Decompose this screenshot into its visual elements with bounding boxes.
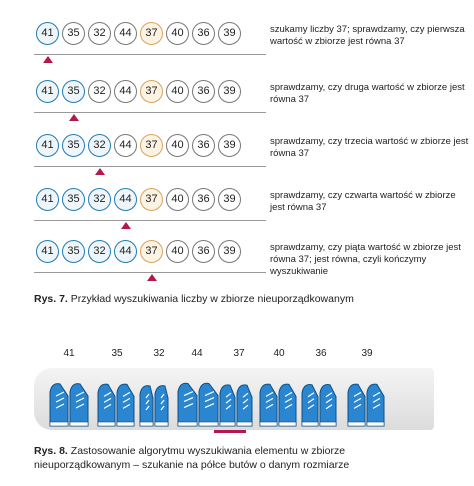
value-sequence bbox=[34, 80, 266, 108]
current-position-pointer bbox=[43, 56, 53, 63]
current-position-pointer bbox=[95, 168, 105, 175]
value-circle: 35 bbox=[62, 22, 85, 45]
figure-8-label: Rys. 8. bbox=[34, 445, 68, 457]
value-circle: 40 bbox=[166, 188, 189, 211]
shoe-size-label: 35 bbox=[111, 348, 123, 359]
value-circle: 40 bbox=[166, 80, 189, 103]
current-position-pointer bbox=[147, 274, 157, 281]
value-circle: 32 bbox=[88, 134, 111, 157]
shoe-pair bbox=[140, 386, 168, 426]
value-circle: 41 bbox=[36, 134, 59, 157]
sequence-baseline bbox=[34, 54, 266, 55]
value-circle: 41 bbox=[36, 188, 59, 211]
value-circle: 41 bbox=[36, 80, 59, 103]
value-circle: 35 bbox=[62, 240, 85, 263]
value-circle: 35 bbox=[62, 134, 85, 157]
shoe-size-label: 39 bbox=[361, 348, 373, 359]
value-sequence bbox=[34, 188, 266, 216]
value-circle: 39 bbox=[218, 188, 241, 211]
shoe-pair bbox=[50, 384, 88, 426]
shoe-pair bbox=[348, 384, 384, 426]
value-circle: 39 bbox=[218, 22, 241, 45]
value-circle: 35 bbox=[62, 80, 85, 103]
value-circle: 44 bbox=[114, 134, 137, 157]
sequence-baseline bbox=[34, 272, 266, 273]
shoes-illustration bbox=[34, 368, 434, 430]
value-circle: 36 bbox=[192, 134, 215, 157]
value-circle: 37 bbox=[140, 188, 163, 211]
current-position-pointer bbox=[121, 222, 131, 229]
sequence-baseline bbox=[34, 112, 266, 113]
shoe-size-label: 44 bbox=[191, 348, 203, 359]
figure-7-text: Przykład wyszukiwania liczby w zbiorze nieuporządkowanym bbox=[70, 293, 354, 305]
shoe-size-label: 41 bbox=[63, 348, 75, 359]
sequence-baseline bbox=[34, 220, 266, 221]
value-circle: 32 bbox=[88, 188, 111, 211]
shoe-pair bbox=[260, 384, 296, 426]
value-circle: 32 bbox=[88, 240, 111, 263]
value-circle: 41 bbox=[36, 22, 59, 45]
value-circle: 32 bbox=[88, 22, 111, 45]
search-step-5 bbox=[0, 240, 474, 298]
figure-7-caption bbox=[34, 292, 354, 306]
found-shoe-marker bbox=[214, 430, 246, 433]
step-description: sprawdzamy, czy piąta wartość w zbiorze jest równa 37; jest równa, czyli kończymy wyszukiwanie bbox=[270, 242, 461, 277]
value-circle: 41 bbox=[36, 240, 59, 263]
figure-7-label: Rys. 7. bbox=[34, 293, 68, 305]
current-position-pointer bbox=[69, 114, 79, 121]
shoe-pair bbox=[98, 384, 134, 426]
step-description: sprawdzamy, czy czwarta wartość w zbiorze jest równa 37 bbox=[270, 190, 456, 213]
value-sequence bbox=[34, 134, 266, 162]
value-circle: 40 bbox=[166, 240, 189, 263]
value-circle: 40 bbox=[166, 134, 189, 157]
value-circle: 44 bbox=[114, 188, 137, 211]
value-circle: 32 bbox=[88, 80, 111, 103]
sequence-baseline bbox=[34, 166, 266, 167]
value-circle: 35 bbox=[62, 188, 85, 211]
value-circle: 37 bbox=[140, 22, 163, 45]
shoe-size-label: 37 bbox=[233, 348, 245, 359]
value-circle: 39 bbox=[218, 134, 241, 157]
value-circle: 44 bbox=[114, 240, 137, 263]
search-step-4 bbox=[0, 188, 474, 246]
figure-8-text: Zastosowanie algorytmu wyszukiwania elementu w zbiorze nieuporządkowanym – szukanie na półce butów o danym rozmiarze bbox=[34, 445, 350, 471]
value-circle: 37 bbox=[140, 134, 163, 157]
value-sequence bbox=[34, 22, 266, 50]
value-circle: 37 bbox=[140, 80, 163, 103]
shoe-size-labels bbox=[34, 348, 434, 362]
value-circle: 36 bbox=[192, 80, 215, 103]
shoe-size-label: 36 bbox=[315, 348, 327, 359]
value-circle: 36 bbox=[192, 188, 215, 211]
value-circle: 36 bbox=[192, 240, 215, 263]
shoe-size-label: 32 bbox=[153, 348, 165, 359]
value-circle: 44 bbox=[114, 80, 137, 103]
step-description: sprawdzamy, czy trzecia wartość w zbiorze jest równa 37 bbox=[270, 136, 469, 159]
step-description: szukamy liczby 37; sprawdzamy, czy pierwsza wartość w zbiorze jest równa 37 bbox=[270, 24, 465, 47]
figure-8-caption bbox=[34, 444, 434, 472]
search-step-1 bbox=[0, 22, 474, 80]
shoe-pair bbox=[302, 384, 336, 426]
shoe-shelf bbox=[34, 368, 434, 434]
shoe-size-label: 40 bbox=[273, 348, 285, 359]
step-description: sprawdzamy, czy druga wartość w zbiorze jest równa 37 bbox=[270, 82, 465, 105]
shoe-pair bbox=[220, 385, 252, 426]
value-circle: 39 bbox=[218, 80, 241, 103]
value-circle: 36 bbox=[192, 22, 215, 45]
value-sequence bbox=[34, 240, 266, 268]
value-circle: 37 bbox=[140, 240, 163, 263]
value-circle: 44 bbox=[114, 22, 137, 45]
shoe-pair bbox=[178, 383, 218, 426]
value-circle: 40 bbox=[166, 22, 189, 45]
value-circle: 39 bbox=[218, 240, 241, 263]
search-step-3 bbox=[0, 134, 474, 192]
search-step-2 bbox=[0, 80, 474, 138]
